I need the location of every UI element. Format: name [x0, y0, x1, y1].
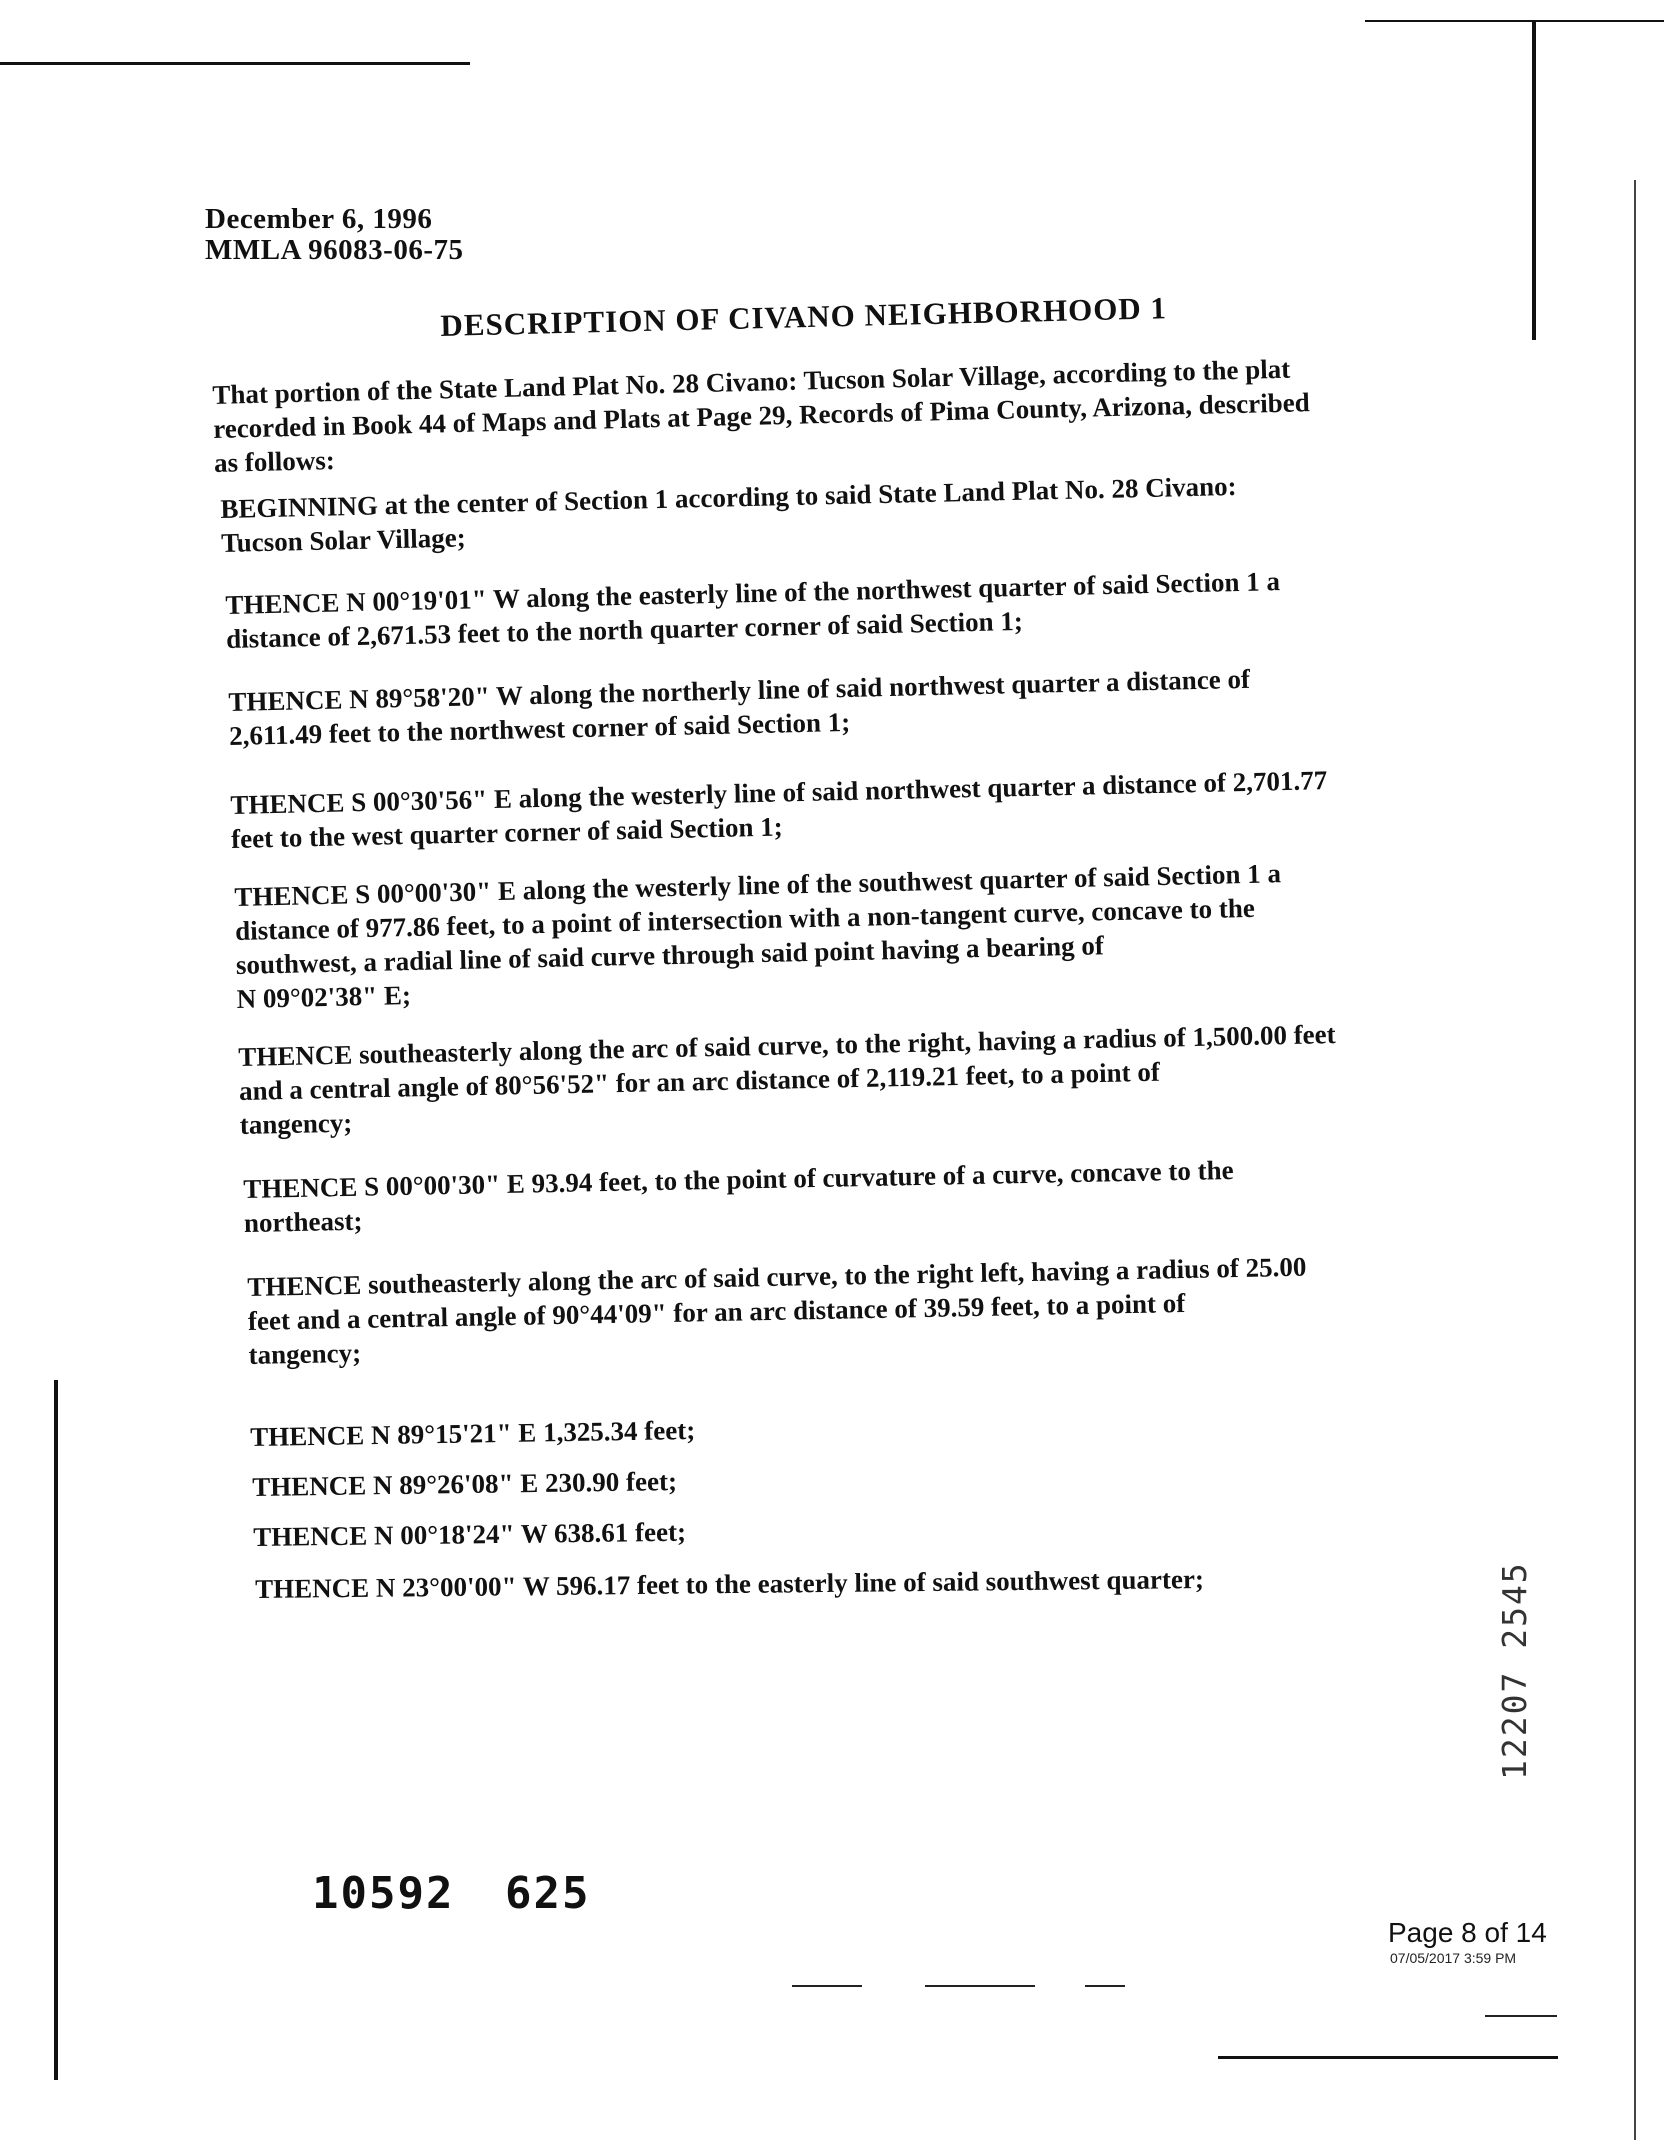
page-of-indicator: Page 8 of 14	[1388, 1917, 1547, 1948]
legal-description-paragraph: THENCE S 00°00'30" E 93.94 feet, to the point of curvature of a curve, concave to the northeast;	[243, 1154, 1234, 1238]
legal-description-paragraph: THENCE southeasterly along the arc of said curve, to the right, having a radius of 1,500.00 feet and a central angle of 80°56'52" for an arc distance of 2,119.21 feet, to a point of tangency;	[238, 1019, 1336, 1140]
print-timestamp: 07/05/2017 3:59 PM	[1390, 1950, 1517, 1966]
legal-description-paragraph: THENCE N 89°15'21" E 1,325.34 feet;	[250, 1415, 696, 1452]
document-date: December 6, 1996	[205, 203, 433, 235]
scan-dash	[1085, 1985, 1125, 1987]
scan-dash	[792, 1985, 862, 1987]
legal-description-paragraph: THENCE S 00°30'56" E along the westerly line of said northwest quarter a distance of 2,701.77 feet to the west quarter corner of said Section 1;	[230, 765, 1328, 854]
legal-description-paragraph: THENCE S 00°00'30" E along the westerly line of the southwest quarter of said Section 1 a distance of 977.86 feet, to a point of intersection with a non-tangent curve, concave to the southwest, a radial line of said curve through said point having a bearing of N 09°02'38" E;	[234, 858, 1282, 1014]
scan-border-right-vertical	[1532, 20, 1536, 340]
scan-border-top-right	[1365, 20, 1664, 22]
legal-description-paragraph: BEGINNING at the center of Section 1 according to said State Land Plat No. 28 Civano: Tucson Solar Village;	[220, 470, 1237, 558]
scan-border-right-edge	[1634, 180, 1636, 2140]
scan-dash	[925, 1985, 1035, 1987]
document-title: DESCRIPTION OF CIVANO NEIGHBORHOOD 1	[440, 290, 1168, 343]
page-number-stamp: 625	[505, 1868, 591, 1919]
legal-description-paragraph: THENCE N 23°00'00" W 596.17 feet to the easterly line of said southwest quarter;	[255, 1564, 1205, 1604]
legal-description-paragraph: THENCE N 89°26'08" E 230.90 feet;	[252, 1466, 678, 1502]
scan-border-left-vertical	[54, 1380, 58, 2080]
legal-description-paragraph: THENCE N 89°58'20" W along the northerly line of said northwest quarter a distance of 2,611.49 feet to the northwest corner of said Section 1;	[228, 663, 1251, 751]
legal-description-paragraph: THENCE N 00°19'01" W along the easterly line of the northwest quarter of said Section 1 a distance of 2,671.53 feet to the north quarter corner of said Section 1;	[225, 566, 1281, 654]
scan-border-top-left	[0, 62, 470, 65]
legal-description-paragraph: THENCE N 00°18'24" W 638.61 feet;	[253, 1516, 687, 1552]
scan-border-bottom-right	[1218, 2056, 1558, 2059]
scan-dash	[1485, 2015, 1557, 2017]
intro-paragraph: That portion of the State Land Plat No. 28 Civano: Tucson Solar Village, according to the plat recorded in Book 44 of Maps and Plats at Page 29, Records of Pima County, Arizona, described as follows:	[212, 353, 1311, 478]
book-number-stamp: 10592	[312, 1868, 455, 1919]
document-reference: MMLA 96083-06-75	[205, 234, 464, 266]
recorder-stamp: 12207 2545	[1495, 1561, 1534, 1780]
legal-description-paragraph: THENCE southeasterly along the arc of said curve, to the right left, having a radius of 25.00 feet and a central angle of 90°44'09" for an arc distance of 39.59 feet, to a point of tangency;	[247, 1251, 1307, 1370]
